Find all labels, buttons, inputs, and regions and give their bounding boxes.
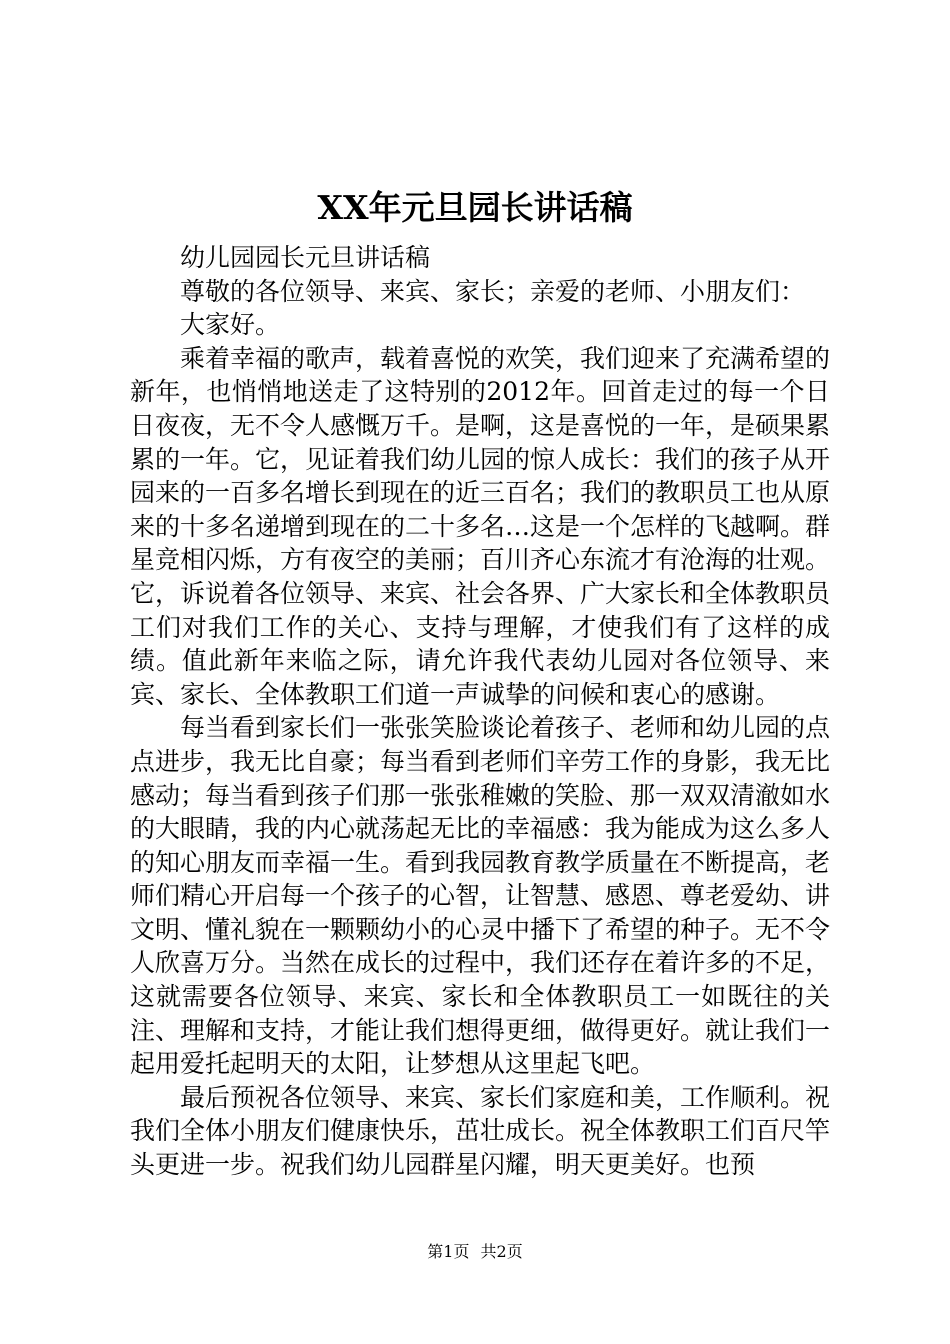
- paragraph-body-1: 乘着幸福的歌声，载着喜悦的欢笑，我们迎来了充满希望的新年，也悄悄地送走了这特别的2012年。回首走过的每一个日日夜夜，无不令人感慨万千。是啊，这是喜悦的一年，是硕果累累的一年。它，见证着我们幼儿园的惊人成长：我们的孩子从开园来的一百多名增长到现在的近三百名；我们的教职员工也从原来的十多名递增到现在的二十多名…这是一个怎样的飞越啊。群星竞相闪烁，方有夜空的美丽；百川齐心东流才有沧海的壮观。它，诉说着各位领导、来宾、社会各界、广大家长和全体教职员工们对我们工作的关心、支持与理解，才使我们有了这样的成绩。值此新年来临之际，请允许我代表幼儿园对各位领导、来宾、家长、全体教职工们道一声诚挚的问候和衷心的感谢。: [130, 343, 831, 709]
- document-body: [130, 241, 830, 1182]
- paragraph-subtitle: 幼儿园园长元旦讲话稿: [180, 243, 431, 272]
- paragraph-body-2: 每当看到家长们一张张笑脸谈论着孩子、老师和幼儿园的点点进步，我无比自豪；每当看到老师们辛劳工作的身影，我无比感动；每当看到孩子们那一张张稚嫩的笑脸、那一双双清澈如水的大眼睛，我的内心就荡起无比的幸福感：我为能成为这么多人的知心朋友而幸福一生。看到我园教育教学质量在不断提高，老师们精心开启每一个孩子的心智，让智慧、感恩、尊老爱幼、讲文明、懂礼貌在一颗颗幼小的心灵中播下了希望的种子。无不令人欣喜万分。当然在成长的过程中，我们还存在着许多的不足，这就需要各位领导、来宾、家长和全体教职员工一如既往的关注、理解和支持，才能让我们想得更细，做得更好。就让我们一起用爱托起明天的太阳，让梦想从这里起飞吧。: [130, 713, 831, 1079]
- document-title: XX年元旦园长讲话稿: [317, 188, 633, 227]
- page-number-current: 第1页: [427, 1242, 470, 1261]
- page-number-total: 共2页: [480, 1242, 523, 1261]
- paragraph-greeting: 大家好。: [180, 310, 281, 340]
- paragraph-salutation: 尊敬的各位领导、来宾、家长；亲爱的老师、小朋友们：: [180, 276, 806, 306]
- paragraph-body-3: 最后预祝各位领导、来宾、家长们家庭和美，工作顺利。祝我们全体小朋友们健康快乐，茁壮成长。祝全体教职工们百尺竿头更进一步。祝我们幼儿园群星闪耀，明天更美好。也预: [130, 1082, 831, 1180]
- page-footer: [0, 1240, 950, 1264]
